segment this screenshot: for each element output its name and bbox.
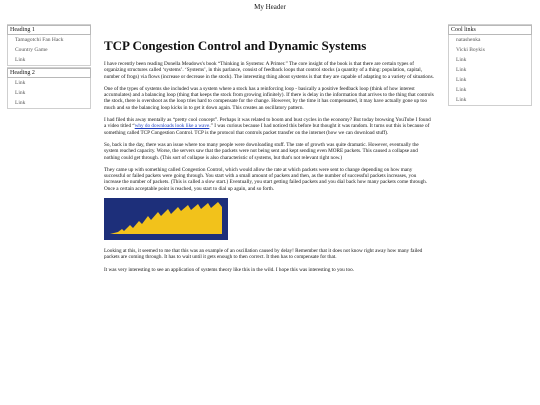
- article-title: TCP Congestion Control and Dynamic Systems: [104, 38, 367, 53]
- page-header: My Header: [254, 3, 286, 11]
- sidebar-heading-1: Heading 1: [7, 25, 91, 35]
- sidebar-link[interactable]: Link: [15, 90, 26, 96]
- article-paragraph: It was very interesting to see an application of systems theory like this in the wild. I hope this was interesting to you too.: [104, 266, 354, 273]
- cool-link-vicki-boykis[interactable]: Vicki Boykis: [456, 47, 485, 53]
- cool-link-natashenka[interactable]: natashenka: [456, 37, 481, 43]
- paragraph-text: .” I was curious because I had noticed this before but thought it was random. It turns out this is because of something called TCP Congestion Control. TCP is the protocol that controls packet transfer on the internet (how we can download stuff).: [104, 123, 430, 136]
- cool-link[interactable]: Link: [456, 77, 467, 83]
- cool-links-panel: [448, 24, 532, 106]
- right-sidebar: [448, 24, 532, 106]
- cool-link[interactable]: Link: [456, 57, 467, 63]
- sidebar-panel-2: [7, 67, 91, 109]
- article-paragraph: One of the types of systems she included was a system where a stock has a reinforcing loop - basically a positive feedback loop (think of how interest accumulates) and a balancing loop (thing that keeps the stock from growing infinitely). If there is delay in the information that arrives to the thing that controls the stock, there is overshoot as the loop tries hard to compensate for the change. However, by the time it has compensated, it may have actually gone up too much and so the balancing loop kicks in to get it down again. This creates an oscillatory pattern.: [104, 85, 434, 111]
- cool-link[interactable]: Link: [456, 87, 467, 93]
- sidebar-panel-1: [7, 24, 91, 66]
- sidebar-link-country-game[interactable]: Country Game: [15, 47, 48, 53]
- cool-link[interactable]: Link: [456, 67, 467, 73]
- sidebar-heading-2: Heading 2: [7, 68, 91, 78]
- cool-links-heading: Cool links: [448, 25, 532, 35]
- video-link[interactable]: why do downloads look like a wave: [134, 123, 210, 130]
- article-paragraph: [104, 117, 434, 136]
- cool-link[interactable]: Link: [456, 97, 467, 103]
- sidebar-link[interactable]: Link: [15, 80, 26, 86]
- download-wave-image: [104, 198, 228, 240]
- sidebar-link[interactable]: Link: [15, 57, 26, 63]
- article-paragraph: They came up with something called Congestion Control, which would allow the rate at which packets were sent to change depending on how many successful or failed packets were going through. You start with a small amount of packets and then, as the number of successful packets increases, you increase the number of packets. (This is called a slow start.) Eventually, you start getting failed packets and you dial back how many packets come through. Once a certain acceptable point is reached, you start to dial up again, and so forth.: [104, 166, 428, 192]
- article: [104, 38, 434, 279]
- paragraph-text: I had filed this away mentally as “pretty cool concept”. Perhaps it was related to boom and bust cycles in the economy? But today browsing YouTube I found a video titled “: [104, 117, 431, 130]
- article-paragraph: Looking at this, it seemed to me that this was an example of an oscillation caused by delay! Remember that it does not know right away how many failed packets are coming through. It has to wait until it gets enough to then correct. It then has to compensate for that.: [104, 248, 423, 261]
- sidebar-link[interactable]: Link: [15, 100, 26, 106]
- sidebar-link-tamagotchi[interactable]: Tamagotchi Fan Hack: [15, 37, 64, 43]
- article-paragraph: So, back in the day, there was an issue where too many people were downloading stuff. The rate of growth was quite dramatic. However, eventually the system reached capacity. Worse, the servers saw that the packets were not being sent and kept sending even MORE packets. This caused a collapse and nothing could get through. (This sort of collapse is also characteristic of systems, but that's not relevant right now.): [104, 141, 419, 161]
- article-paragraph: I have recently been reading Donella Meadows's book “Thinking in Systems: A Primer.” The core insight of the book is that there are certain types of organizing structures called ‘systems’. ‘Systems’, in this parlance, consist of feedback loops that control stocks (a quantity of a thing: population, capital, number of frogs) via flows (increase or decrease in the stock). The interesting thing about systems is that they are capable of adapting to a variety of situations.: [104, 61, 434, 80]
- left-sidebar: [7, 24, 91, 109]
